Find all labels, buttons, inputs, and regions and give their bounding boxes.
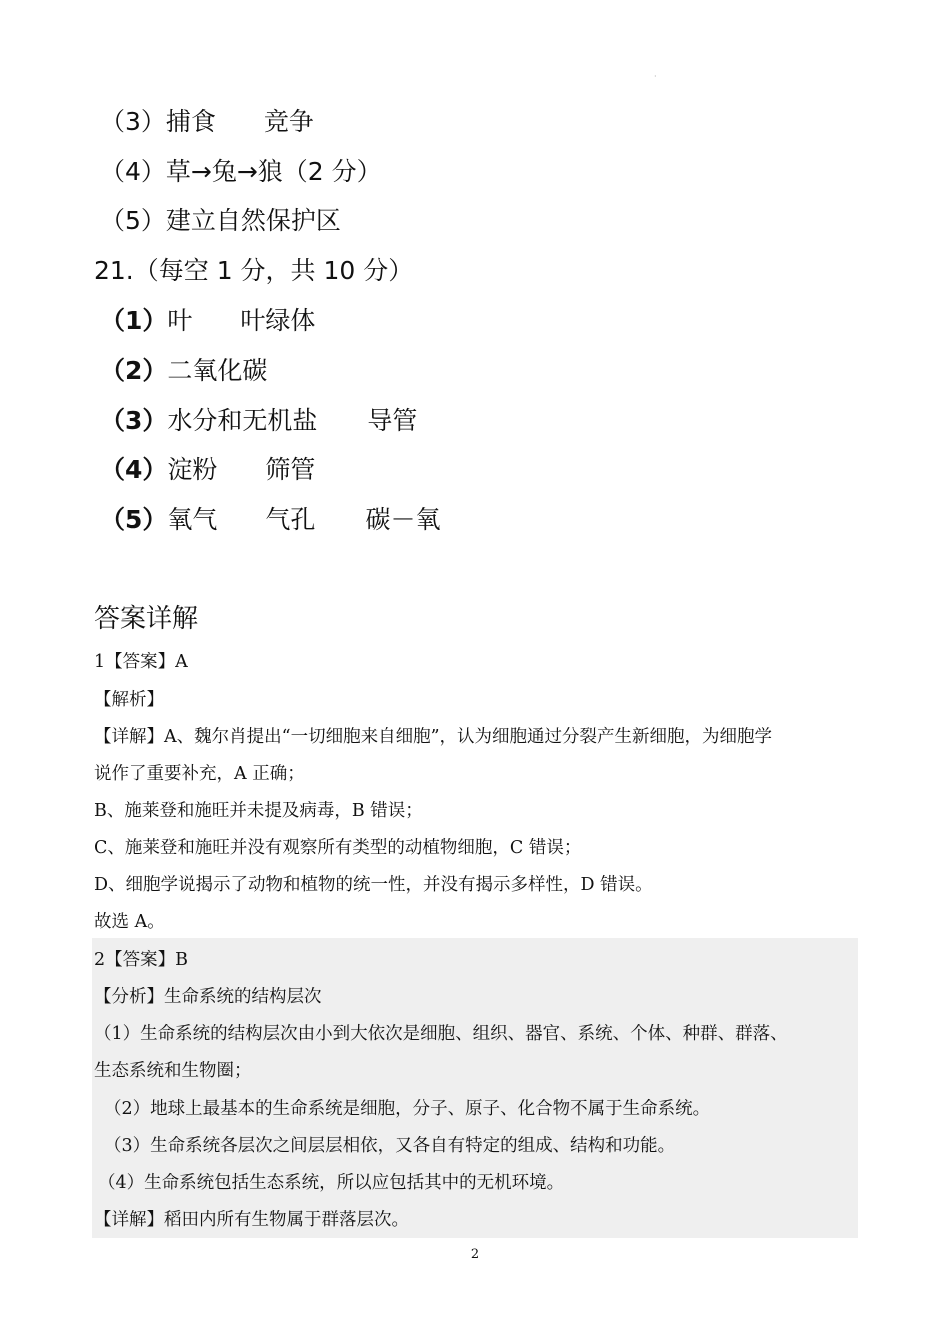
q21-item-2 — [100, 351, 267, 387]
q2-point-3: （3）生命系统各层次之间层层相依，又各自有特定的组成、结构和功能。 — [104, 1136, 676, 1156]
answer-number: （3） — [100, 107, 166, 136]
page-number: 2 — [470, 1247, 480, 1262]
answer-text: 竞争 — [263, 107, 314, 136]
answer-text: 草→兔→狼（2 分） — [165, 157, 382, 186]
answer-text: 捕食 — [165, 107, 216, 136]
answer-number: （4） — [100, 157, 166, 186]
q2-point-4: （4）生命系统包括生态系统，所以应包括其中的无机环境。 — [98, 1173, 565, 1193]
answer-number: （2） — [100, 356, 168, 385]
q1-detail-line-2: 说作了重要补充，A 正确； — [94, 764, 305, 784]
answer-q5 — [100, 201, 341, 237]
q21-item-4 — [100, 450, 315, 486]
q1-answer: 1【答案】A — [94, 652, 188, 672]
top-mark: · — [654, 72, 657, 81]
q21-item-5 — [100, 500, 440, 536]
answer-text: 叶绿体 — [240, 306, 316, 335]
answer-number: （4） — [100, 455, 168, 484]
answer-number: （1） — [100, 306, 168, 335]
answer-text: 建立自然保护区 — [165, 206, 341, 235]
answer-text: 碳－氧 — [365, 505, 441, 534]
q21-item-1 — [100, 301, 315, 337]
q21-title: 21.（每空 1 分，共 10 分） — [94, 256, 414, 285]
q2-point-1-line-1: （1）生命系统的结构层次由小到大依次是细胞、组织、器官、系统、个体、种群、群落、 — [94, 1024, 788, 1044]
answer-number: （5） — [100, 206, 166, 235]
q1-option-d: D、细胞学说揭示了动物和植物的统一性，并没有揭示多样性，D 错误。 — [94, 875, 653, 895]
answer-q4 — [100, 152, 382, 188]
section-heading: 答案详解 — [94, 604, 199, 634]
q2-point-1-line-2: 生态系统和生物圈； — [94, 1061, 252, 1081]
q2-answer: 2【答案】B — [94, 950, 188, 970]
answer-text: 导管 — [367, 406, 418, 435]
answer-number: （5） — [100, 505, 168, 534]
q1-conclusion: 故选 A。 — [94, 912, 165, 932]
q2-analysis: 【分析】生命系统的结构层次 — [94, 987, 322, 1007]
answer-text: 二氧化碳 — [167, 356, 268, 385]
answer-text: 气孔 — [265, 505, 316, 534]
q1-option-c: C、施莱登和施旺并没有观察所有类型的动植物细胞，C 错误； — [94, 838, 582, 858]
q2-detail: 【详解】稻田内所有生物属于群落层次。 — [94, 1210, 409, 1230]
q1-detail-line-1: 【详解】A、魏尔肖提出“一切细胞来自细胞”，认为细胞通过分裂产生新细胞，为细胞学 — [94, 727, 773, 747]
answer-text: 淀粉 — [167, 455, 218, 484]
q1-analysis-label: 【解析】 — [94, 690, 164, 710]
answer-text: 氧气 — [167, 505, 218, 534]
answer-q3 — [100, 102, 314, 138]
answer-text: 筛管 — [265, 455, 316, 484]
q1-option-b: B、施莱登和施旺并未提及病毒，B 错误； — [94, 801, 423, 821]
answer-number: （3） — [100, 406, 168, 435]
q2-point-2: （2）地球上最基本的生命系统是细胞，分子、原子、化合物不属于生命系统。 — [104, 1099, 711, 1119]
q21-item-3 — [100, 401, 417, 437]
answer-text: 叶 — [167, 306, 193, 335]
answer-text: 水分和无机盐 — [167, 406, 318, 435]
